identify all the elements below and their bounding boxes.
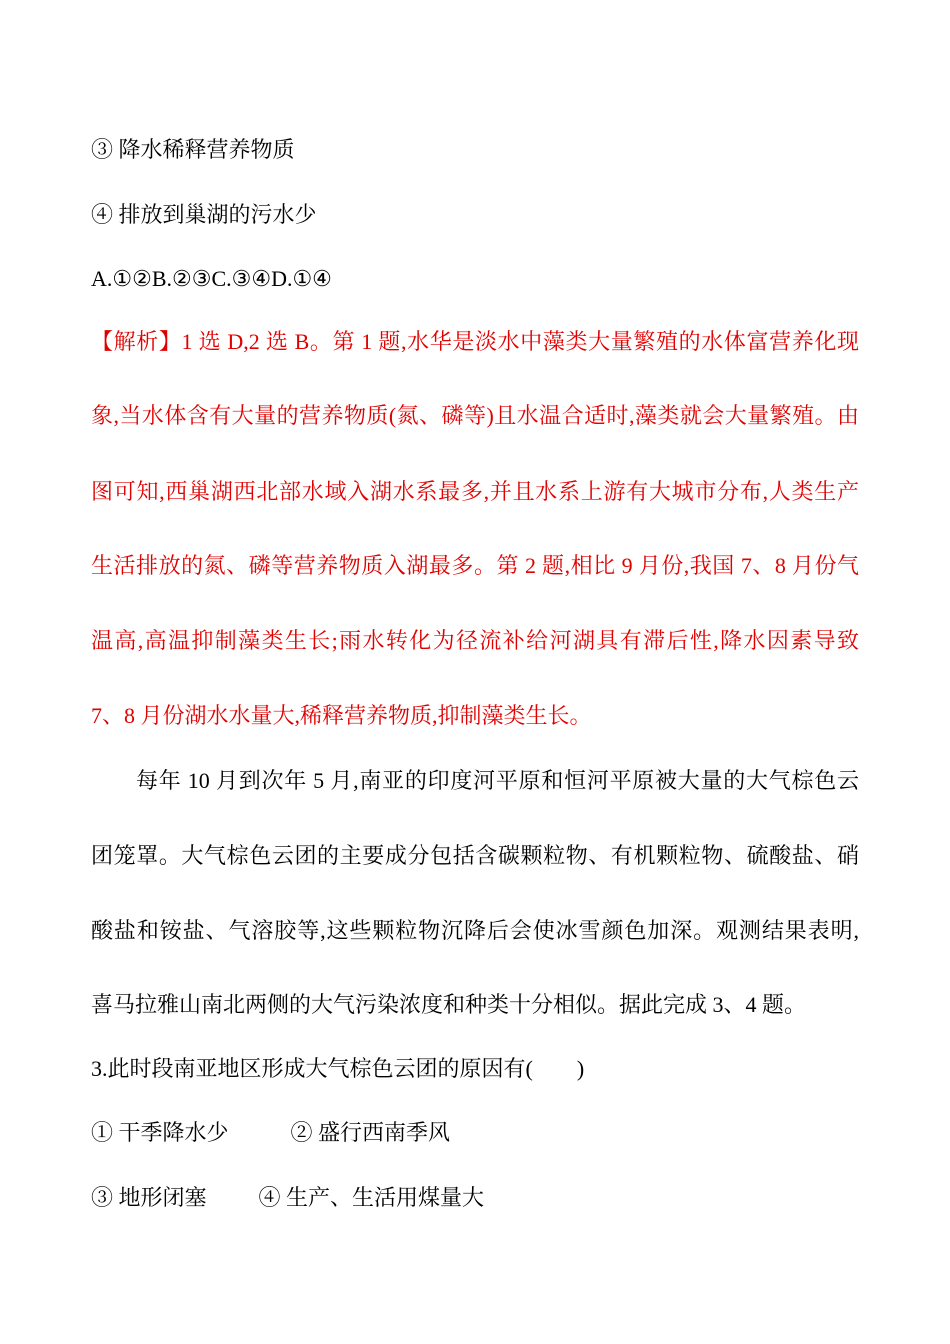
analysis-line: 生活排放的氮、磷等营养物质入湖最多。第 2 题,相比 9 月份,我国 7、8 月份气 — [91, 553, 859, 578]
analysis-line: 7、8 月份湖水水量大,稀释营养物质,抑制藻类生长。 — [91, 703, 592, 728]
analysis-line: 象,当水体含有大量的营养物质(氮、磷等)且水温合适时,藻类就会大量繁殖。由 — [91, 403, 859, 428]
option-3: ③ 地形闭塞 — [91, 1185, 207, 1210]
question-options-row-1 — [91, 1118, 450, 1148]
question-options-row-2 — [91, 1183, 484, 1213]
passage-line: 喜马拉雅山南北两侧的大气污染浓度和种类十分相似。据此完成 3、4 题。 — [91, 992, 807, 1017]
passage-line: 团笼罩。大气棕色云团的主要成分包括含碳颗粒物、有机颗粒物、硫酸盐、硝 — [91, 843, 859, 868]
option-4: ④ 排放到巢湖的污水少 — [91, 202, 317, 227]
option-3: ③ 降水稀释营养物质 — [91, 137, 295, 162]
passage-line: 每年 10 月到次年 5 月,南亚的印度河平原和恒河平原被大量的大气棕色云 — [136, 768, 859, 793]
passage-line: 酸盐和铵盐、气溶胶等,这些颗粒物沉降后会使冰雪颜色加深。观测结果表明, — [91, 918, 859, 943]
option-4: ④ 生产、生活用煤量大 — [258, 1185, 485, 1210]
analysis-line: 【解析】1 选 D,2 选 B。第 1 题,水华是淡水中藻类大量繁殖的水体富营养化现 — [91, 329, 859, 354]
question-stem: 3.此时段南亚地区形成大气棕色云团的原因有( ) — [91, 1056, 585, 1081]
option-1: ① 干季降水少 — [91, 1120, 229, 1145]
answer-choices: A.①②B.②③C.③④D.①④ — [91, 266, 332, 291]
option-2: ② 盛行西南季风 — [290, 1120, 451, 1145]
analysis-line: 温高,高温抑制藻类生长;雨水转化为径流补给河湖具有滞后性,降水因素导致 — [91, 628, 859, 653]
analysis-line: 图可知,西巢湖西北部水域入湖水系最多,并且水系上游有大城市分布,人类生产 — [91, 479, 859, 504]
